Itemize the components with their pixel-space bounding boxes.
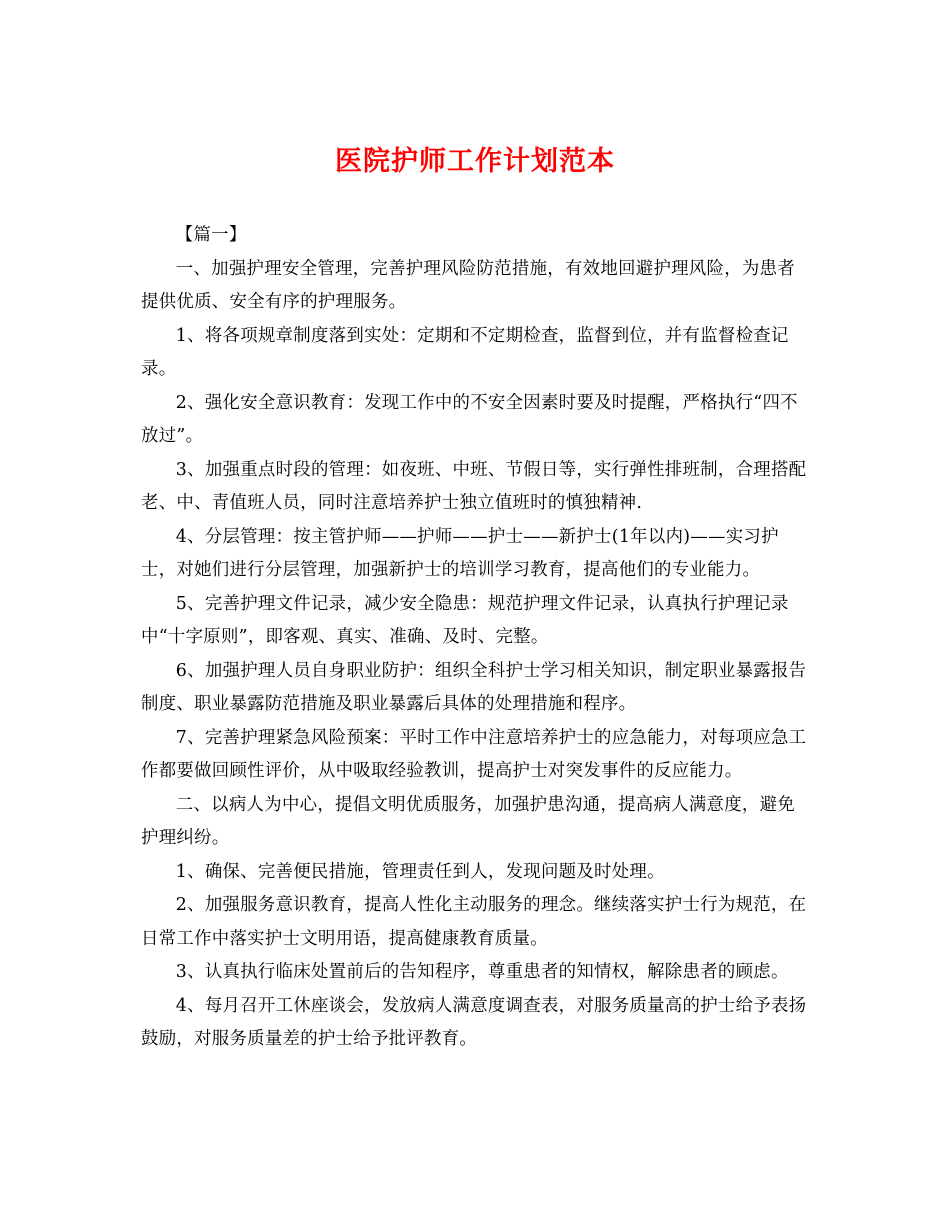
paragraph-item-1-3: 3、加强重点时段的管理：如夜班、中班、节假日等，实行弹性排班制，合理搭配老、中、青值班人员，同时注意培养护士独立值班时的慎独精神. (141, 459, 807, 513)
document-body (141, 219, 811, 1057)
paragraph-item-2-4: 4、每月召开工休座谈会，发放病人满意度调查表，对服务质量高的护士给予表扬鼓励，对服务质量差的护士给予批评教育。 (141, 995, 807, 1049)
paragraph-section-1: 一、加强护理安全管理，完善护理风险防范措施，有效地回避护理风险，为患者提供优质、安全有序的护理服务。 (141, 258, 795, 312)
paragraph-item-2-3: 3、认真执行临床处置前后的告知程序，尊重患者的知情权，解除患者的顾虑。 (175, 962, 789, 982)
paragraph-item-1-7: 7、完善护理紧急风险预案：平时工作中注意培养护士的应急能力，对每项应急工作都要做回顾性评价，从中吸取经验教训，提高护士对突发事件的反应能力。 (141, 727, 807, 781)
section-heading-part-one: 【篇一】 (175, 225, 247, 245)
paragraph-item-1-6: 6、加强护理人员自身职业防护：组织全科护士学习相关知识，制定职业暴露报告制度、职业暴露防范措施及职业暴露后具体的处理措施和程序。 (141, 660, 807, 714)
paragraph-item-2-1: 1、确保、完善便民措施，管理责任到人，发现问题及时处理。 (175, 861, 665, 882)
paragraph-section-2: 二、以病人为中心，提倡文明优质服务，加强护患沟通，提高病人满意度，避免护理纠纷。 (141, 794, 795, 848)
paragraph-item-1-4: 4、分层管理：按主管护师——护师——护士——新护士(1年以内)——实习护士，对她们进行分层管理，加强新护士的培训学习教育，提高他们的专业能力。 (141, 526, 779, 580)
paragraph-item-2-2: 2、加强服务意识教育，提高人性化主动服务的理念。继续落实护士行为规范，在日常工作中落实护士文明用语，提高健康教育质量。 (141, 895, 807, 949)
paragraph-item-1-2: 2、强化安全意识教育：发现工作中的不安全因素时要及时提醒，严格执行“四不放过”。 (141, 392, 798, 446)
paragraph-item-1-5: 5、完善护理文件记录，减少安全隐患：规范护理文件记录，认真执行护理记录中“十字原则”，即客观、真实、准确、及时、完整。 (141, 593, 789, 647)
paragraph-item-1-1: 1、将各项规章制度落到实处：定期和不定期检查，监督到位，并有监督检查记录。 (141, 325, 789, 379)
document-title: 医院护师工作计划范本 (335, 146, 615, 177)
